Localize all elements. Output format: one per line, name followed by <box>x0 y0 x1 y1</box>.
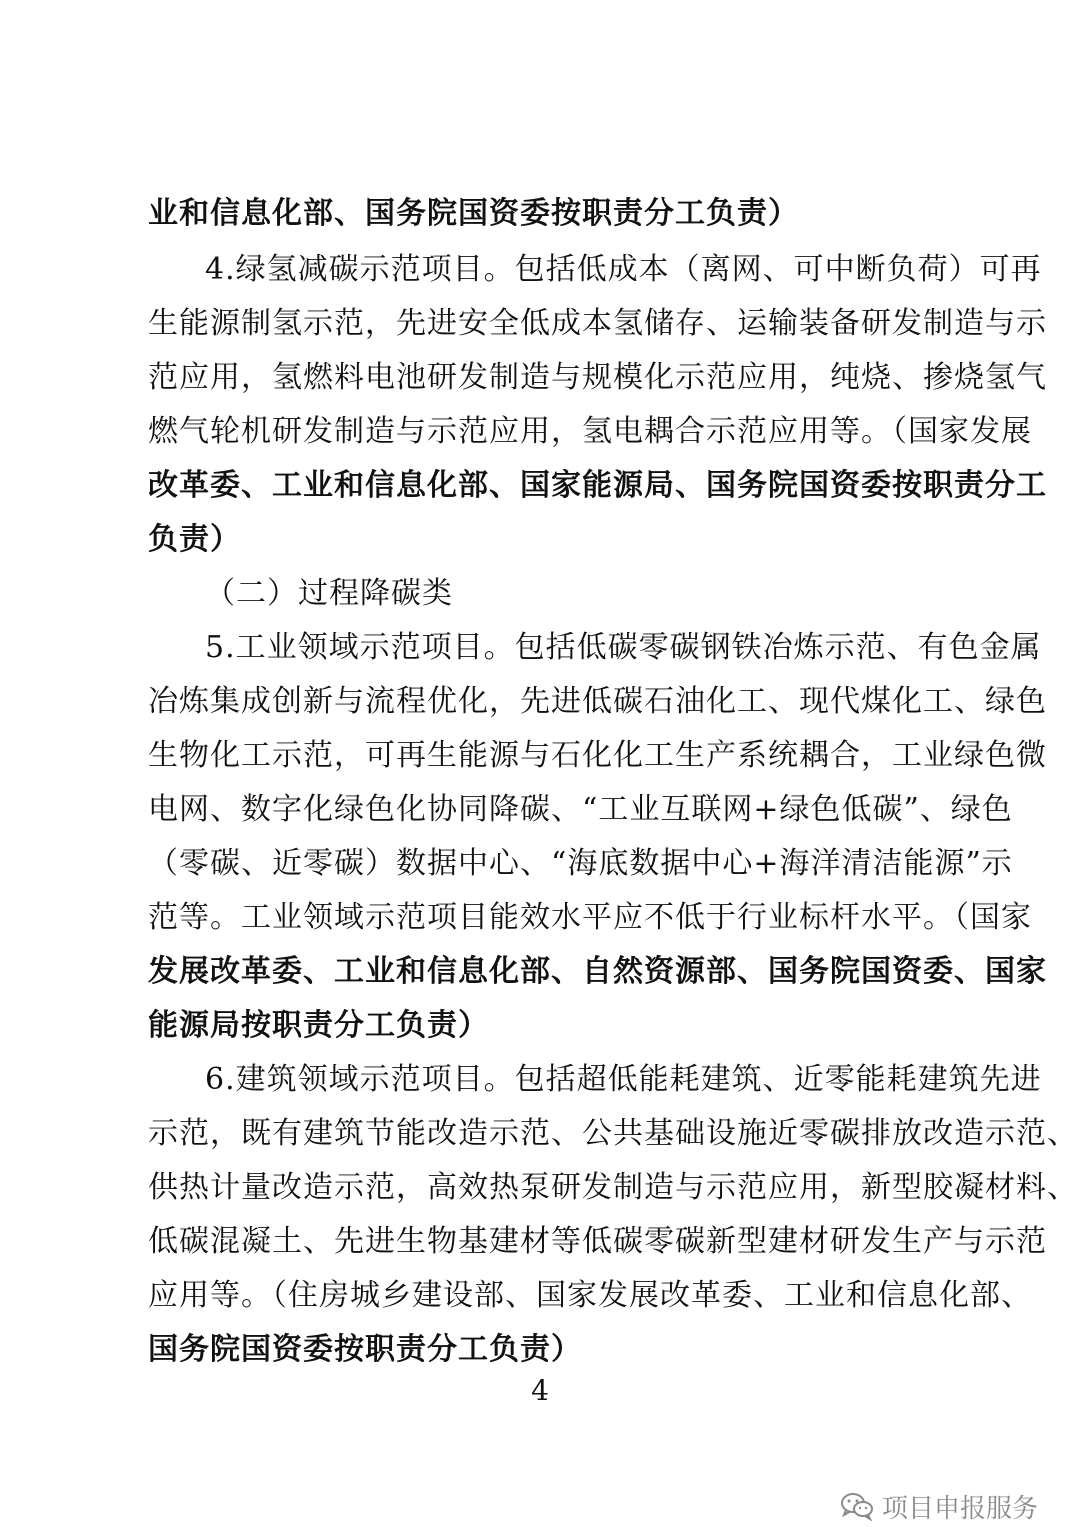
text-line: 能源局按职责分工负责） <box>148 1008 489 1043</box>
text-line: 电网、数字化绿色化协同降碳、“工业互联网+绿色低碳”、绿色 <box>148 792 1013 827</box>
text-line: 范等。工业领域示范项目能效水平应不低于行业标杆水平。（国家 <box>148 900 1032 935</box>
section-heading: （二）过程降碳类 <box>205 576 453 611</box>
text-line: 燃气轮机研发制造与示范应用，氢电耦合示范应用等。（国家发展 <box>148 414 1032 449</box>
text-line: 范应用，氢燃料电池研发制造与规模化示范应用，纯烧、掺烧氢气 <box>148 360 1047 395</box>
text-line: 应用等。（住房城乡建设部、国家发展改革委、工业和信息化部、 <box>148 1278 1032 1313</box>
text-line: 生物化工示范，可再生能源与石化化工生产系统耦合，工业绿色微 <box>148 738 1047 773</box>
text-line: （零碳、近零碳）数据中心、“海底数据中心+海洋清洁能源”示 <box>148 846 1013 881</box>
text-line: 发展改革委、工业和信息化部、自然资源部、国务院国资委、国家 <box>148 954 1047 989</box>
text-line: 示范，既有建筑节能改造示范、公共基础设施近零碳排放改造示范、 <box>148 1116 1078 1151</box>
page-number: 4 <box>531 1374 549 1407</box>
text-line: 业和信息化部、国务院国资委按职责分工负责） <box>148 196 799 231</box>
text-line: 国务院国资委按职责分工负责） <box>148 1332 582 1367</box>
text-line: 5.工业领域示范项目。包括低碳零碳钢铁冶炼示范、有色金属 <box>205 630 1042 665</box>
text-line: 供热计量改造示范，高效热泵研发制造与示范应用，新型胶凝材料、 <box>148 1170 1078 1205</box>
text-line: 6.建筑领域示范项目。包括超低能耗建筑、近零能耗建筑先进 <box>205 1062 1042 1097</box>
text-line: 4.绿氢减碳示范项目。包括低成本（离网、可中断负荷）可再 <box>205 252 1042 287</box>
watermark <box>840 1488 1038 1524</box>
text-line: 负责） <box>148 522 241 557</box>
text-line: 生能源制氢示范，先进安全低成本氢储存、运输装备研发制造与示 <box>148 306 1047 341</box>
watermark-text: 项目申报服务 <box>882 1493 1039 1524</box>
wechat-icon <box>840 1491 874 1521</box>
text-line: 冶炼集成创新与流程优化，先进低碳石油化工、现代煤化工、绿色 <box>148 684 1047 719</box>
text-line: 低碳混凝土、先进生物基建材等低碳零碳新型建材研发生产与示范 <box>148 1224 1047 1259</box>
text-line: 改革委、工业和信息化部、国家能源局、国务院国资委按职责分工 <box>148 468 1047 503</box>
